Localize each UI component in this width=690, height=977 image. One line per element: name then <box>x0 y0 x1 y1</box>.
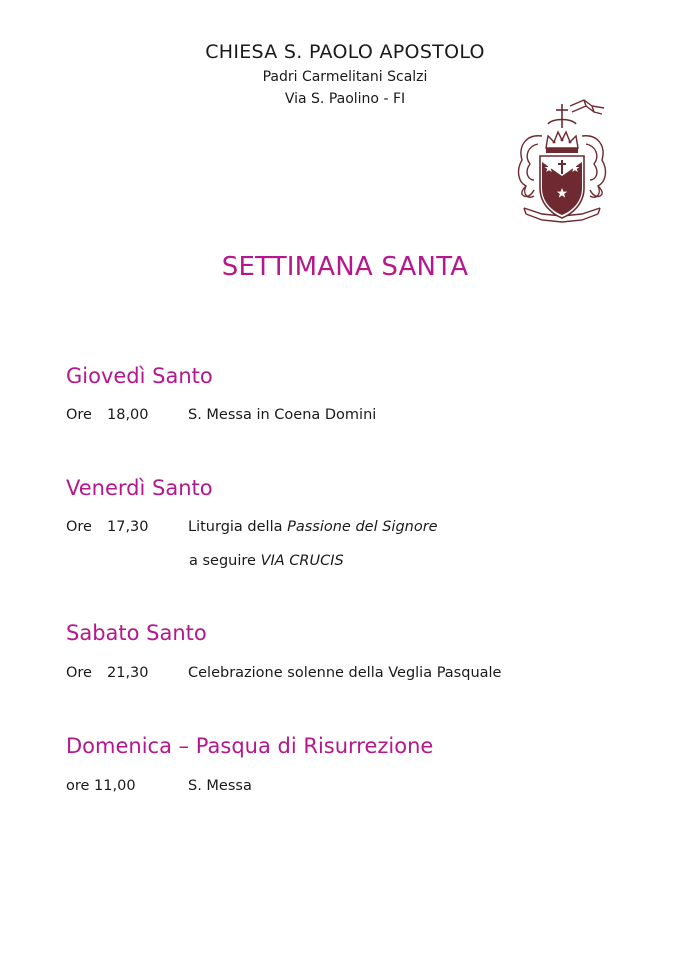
section-title-venerdi: Venerdì Santo <box>66 476 213 500</box>
time-value: 17,30 <box>107 519 149 535</box>
carmelite-coat-of-arms-icon <box>512 96 612 240</box>
desc-prefix: Liturgia della <box>188 519 288 535</box>
event-description <box>188 517 438 537</box>
event-description: Celebrazione solenne della Veglia Pasquale <box>188 665 502 681</box>
cont-prefix: a seguire <box>189 553 261 569</box>
event-description: S. Messa <box>188 778 252 794</box>
time-value: 18,00 <box>107 407 149 423</box>
time-value: 21,30 <box>107 665 149 681</box>
event-description: S. Messa in Coena Domini <box>188 407 377 423</box>
church-name: CHIESA S. PAOLO APOSTOLO <box>205 41 485 63</box>
event-continuation <box>189 551 344 571</box>
ore-label: Ore <box>66 519 92 535</box>
page-title: SETTIMANA SANTA <box>221 252 469 282</box>
section-title-giovedi: Giovedì Santo <box>66 364 213 388</box>
section-title-domenica: Domenica – Pasqua di Risurrezione <box>66 734 434 758</box>
ore-label: Ore <box>66 665 92 681</box>
section-title-sabato: Sabato Santo <box>66 621 207 645</box>
ore-label: Ore <box>66 407 92 423</box>
order-name: Padri Carmelitani Scalzi <box>262 69 428 85</box>
desc-italic: Passione del Signore <box>287 519 438 535</box>
time-value: ore 11,00 <box>66 778 136 794</box>
address: Via S. Paolino - FI <box>284 91 406 107</box>
cont-italic: VIA CRUCIS <box>260 553 344 569</box>
